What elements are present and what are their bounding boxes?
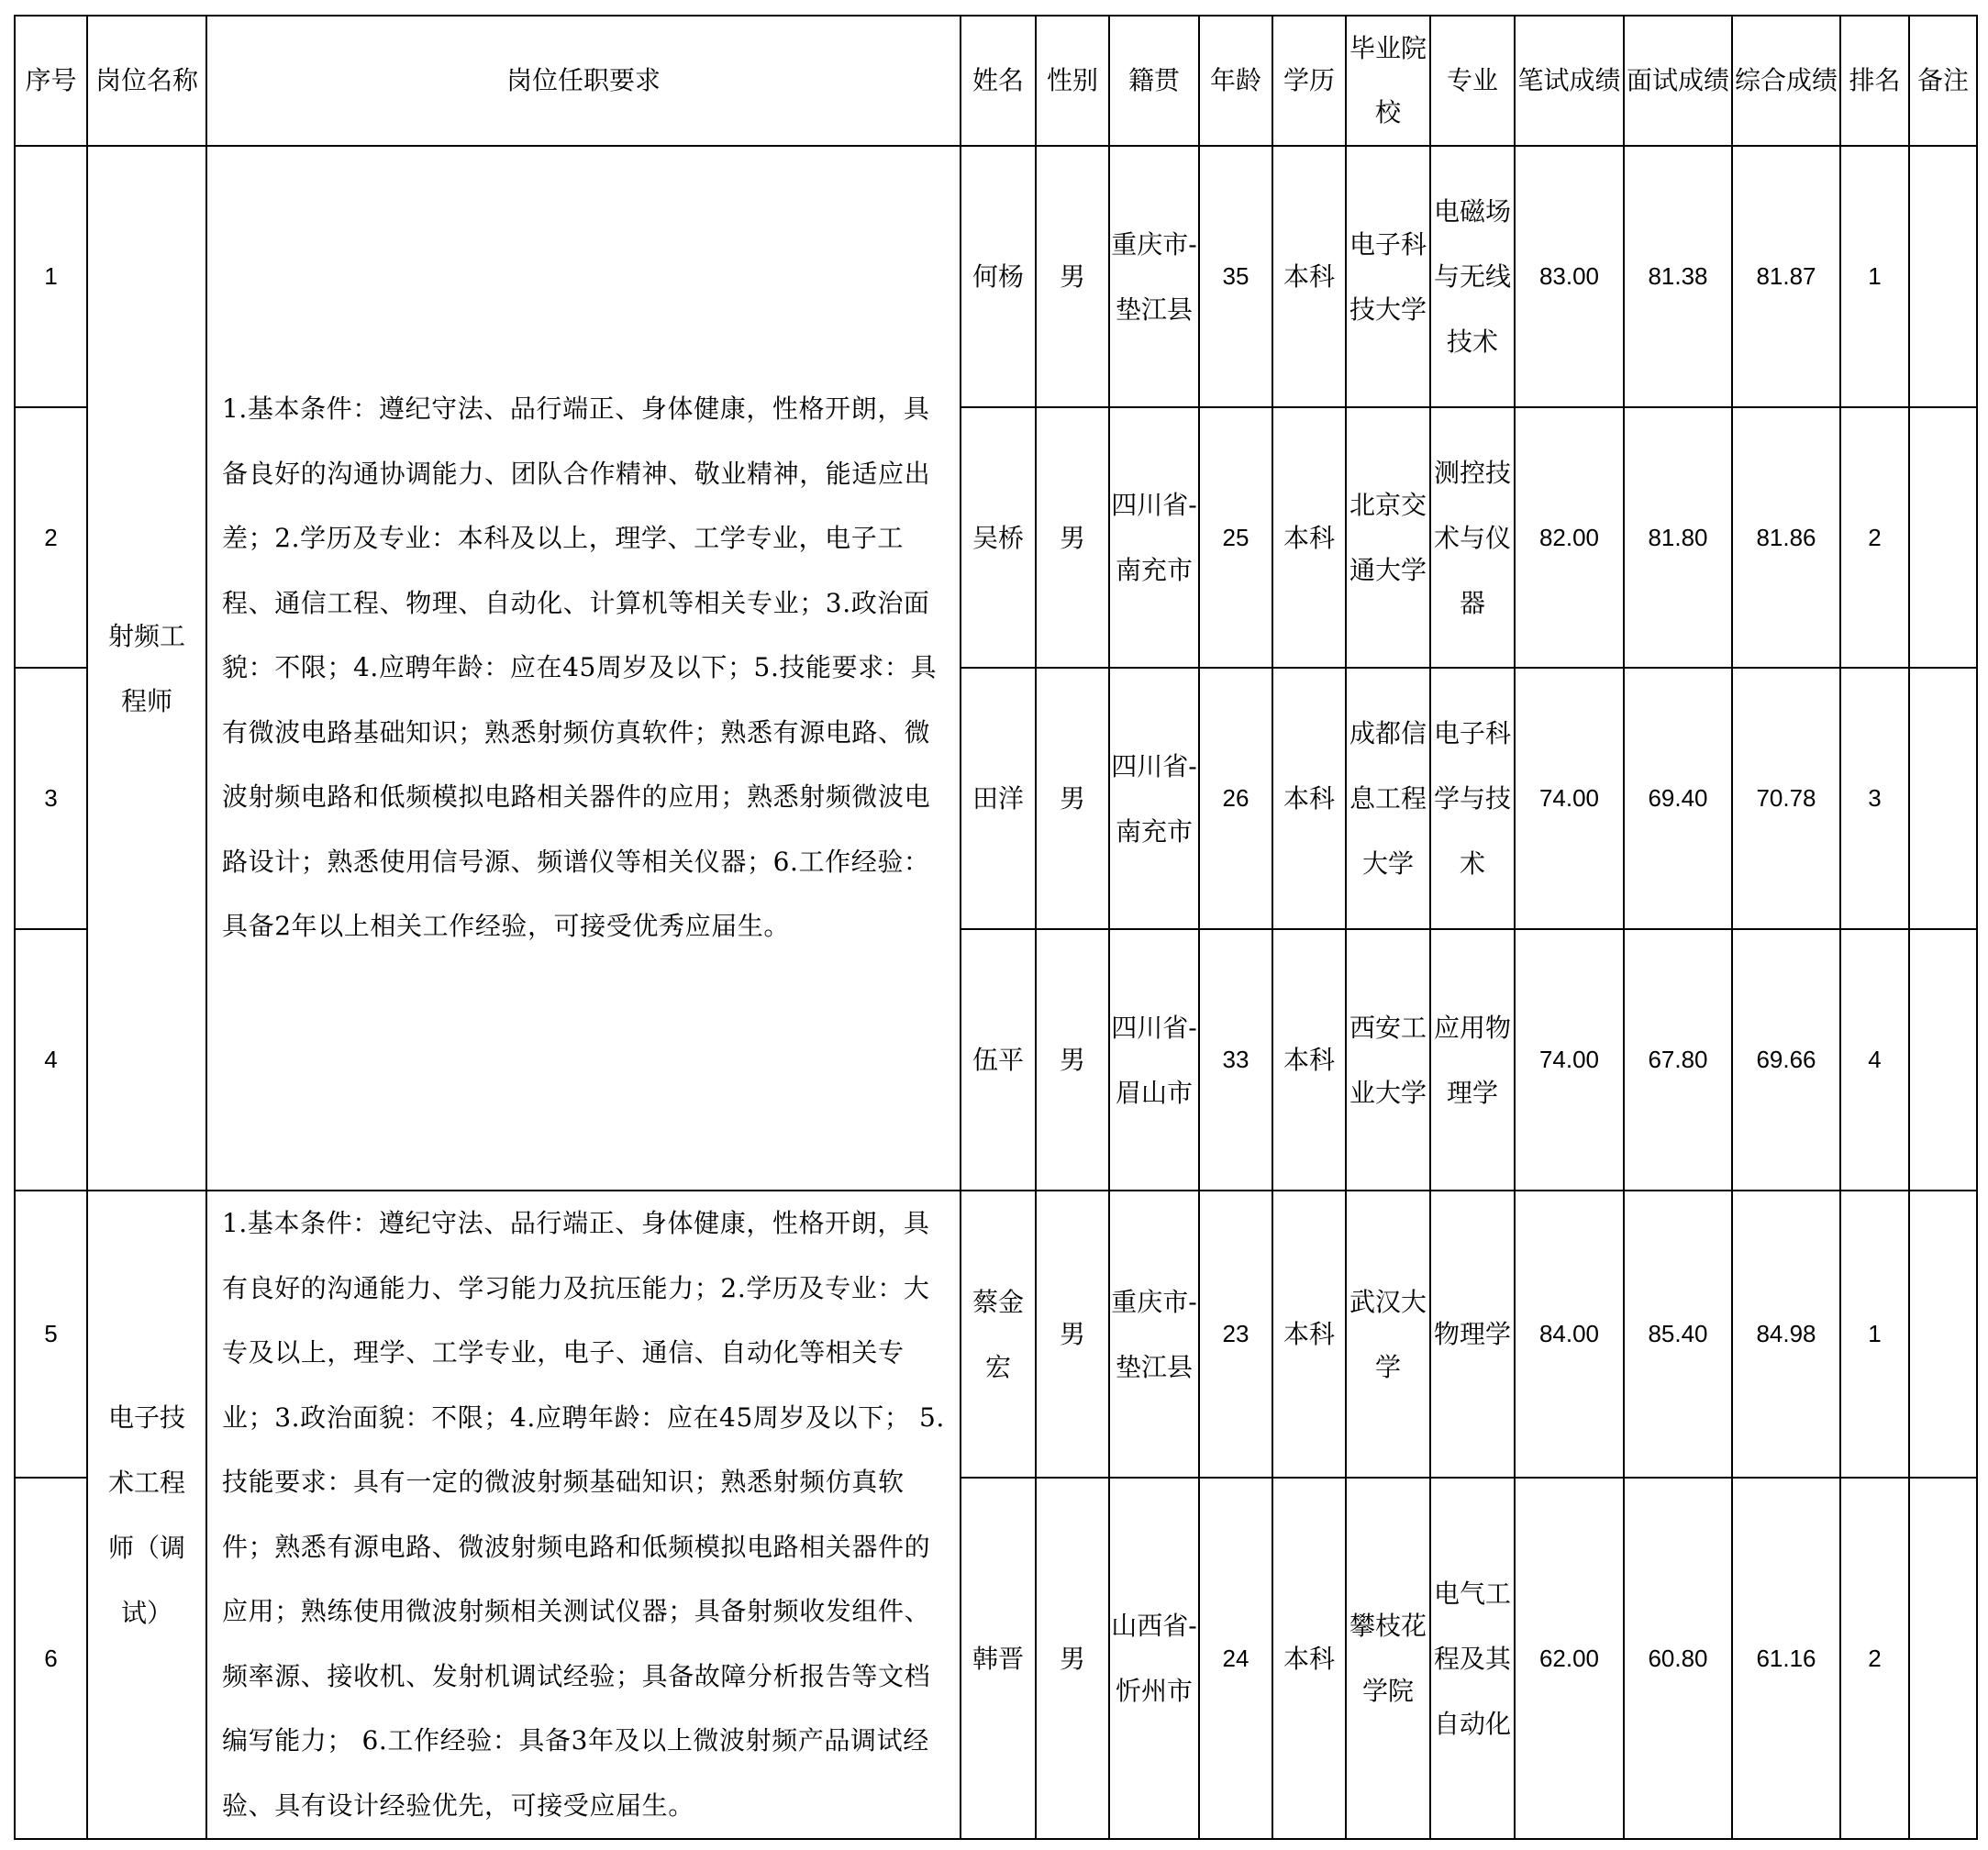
cell-age: 33 (1199, 929, 1272, 1191)
cell-written: 83.00 (1515, 146, 1624, 407)
cell-total: 84.98 (1732, 1191, 1840, 1478)
cell-school: 电子科技大学 (1346, 146, 1430, 407)
cell-major: 电磁场与无线技术 (1430, 146, 1515, 407)
cell-gender: 男 (1036, 146, 1109, 407)
cell-name: 何杨 (961, 146, 1036, 407)
cell-gender: 男 (1036, 407, 1109, 668)
cell-interview: 85.40 (1624, 1191, 1732, 1478)
cell-school: 成都信息工程大学 (1346, 668, 1430, 929)
cell-school: 攀枝花学院 (1346, 1478, 1430, 1839)
cell-age: 35 (1199, 146, 1272, 407)
cell-origin: 山西省-忻州市 (1109, 1478, 1199, 1839)
header-written: 笔试成绩 (1515, 16, 1624, 146)
cell-written: 74.00 (1515, 929, 1624, 1191)
cell-name: 伍平 (961, 929, 1036, 1191)
cell-origin: 四川省-眉山市 (1109, 929, 1199, 1191)
cell-seq: 3 (15, 668, 87, 929)
header-interview: 面试成绩 (1624, 16, 1732, 146)
cell-total: 69.66 (1732, 929, 1840, 1191)
results-table (14, 15, 1978, 1840)
header-name: 姓名 (961, 16, 1036, 146)
cell-name: 吴桥 (961, 407, 1036, 668)
cell-written: 74.00 (1515, 668, 1624, 929)
cell-remark (1909, 1191, 1977, 1478)
cell-rank: 3 (1840, 668, 1909, 929)
cell-remark (1909, 146, 1977, 407)
cell-name: 蔡金宏 (961, 1191, 1036, 1478)
cell-total: 81.87 (1732, 146, 1840, 407)
cell-seq: 5 (15, 1191, 87, 1478)
cell-rank: 1 (1840, 1191, 1909, 1478)
cell-rank: 2 (1840, 407, 1909, 668)
cell-school: 武汉大学 (1346, 1191, 1430, 1478)
cell-requirements-electronics-engineer: 1.基本条件：遵纪守法、品行端正、身体健康，性格开朗，具有良好的沟通能力、学习能力及抗压能力；2.学历及专业：大专及以上，理学、工学专业，电子、通信、自动化等相关专业；3.政治面貌：不限；4.应聘年龄：应在45周岁及以下； 5.技能要求：具有一定的微波射频基础知识；熟悉射频仿真软件；熟悉有源电路、微波射频电路和低频模拟电路相关器件的应用；熟练使用微波射频相关测试仪器；具备射频收发组件、频率源、接收机、发射机调试经验；具备故障分析报告等文档编写能力； 6.工作经验：具备3年及以上微波射频产品调试经验、具有设计经验优先，可接受应届生。 (206, 1191, 961, 1839)
cell-major: 应用物理学 (1430, 929, 1515, 1191)
cell-age: 26 (1199, 668, 1272, 929)
cell-age: 24 (1199, 1478, 1272, 1839)
header-age: 年龄 (1199, 16, 1272, 146)
header-gender: 性别 (1036, 16, 1109, 146)
header-row (15, 16, 1977, 146)
header-major: 专业 (1430, 16, 1515, 146)
cell-rank: 2 (1840, 1478, 1909, 1839)
cell-remark (1909, 668, 1977, 929)
cell-major: 电子科学与技术 (1430, 668, 1515, 929)
header-rank: 排名 (1840, 16, 1909, 146)
cell-school: 北京交通大学 (1346, 407, 1430, 668)
cell-written: 84.00 (1515, 1191, 1624, 1478)
cell-position-rf-engineer: 射频工程师 (87, 146, 206, 1191)
cell-interview: 60.80 (1624, 1478, 1732, 1839)
cell-name: 韩晋 (961, 1478, 1036, 1839)
cell-total: 81.86 (1732, 407, 1840, 668)
cell-education: 本科 (1272, 1478, 1346, 1839)
cell-interview: 81.80 (1624, 407, 1732, 668)
cell-rank: 1 (1840, 146, 1909, 407)
header-total: 综合成绩 (1732, 16, 1840, 146)
cell-total: 70.78 (1732, 668, 1840, 929)
results-table-sheet (14, 15, 1978, 1840)
cell-education: 本科 (1272, 668, 1346, 929)
header-education: 学历 (1272, 16, 1346, 146)
cell-education: 本科 (1272, 1191, 1346, 1478)
cell-age: 25 (1199, 407, 1272, 668)
cell-age: 23 (1199, 1191, 1272, 1478)
cell-seq: 2 (15, 407, 87, 668)
cell-gender: 男 (1036, 1478, 1109, 1839)
cell-school: 西安工业大学 (1346, 929, 1430, 1191)
cell-remark (1909, 407, 1977, 668)
cell-seq: 6 (15, 1478, 87, 1839)
header-remark: 备注 (1909, 16, 1977, 146)
header-origin: 籍贯 (1109, 16, 1199, 146)
cell-major: 测控技术与仪器 (1430, 407, 1515, 668)
header-requirements: 岗位任职要求 (206, 16, 961, 146)
cell-interview: 69.40 (1624, 668, 1732, 929)
cell-major: 电气工程及其自动化 (1430, 1478, 1515, 1839)
header-seq: 序号 (15, 16, 87, 146)
cell-interview: 67.80 (1624, 929, 1732, 1191)
table-row (15, 146, 1977, 407)
cell-origin: 四川省-南充市 (1109, 407, 1199, 668)
cell-major: 物理学 (1430, 1191, 1515, 1478)
table-row (15, 1191, 1977, 1478)
cell-education: 本科 (1272, 146, 1346, 407)
cell-education: 本科 (1272, 929, 1346, 1191)
cell-origin: 四川省-南充市 (1109, 668, 1199, 929)
cell-written: 62.00 (1515, 1478, 1624, 1839)
cell-interview: 81.38 (1624, 146, 1732, 407)
cell-name: 田洋 (961, 668, 1036, 929)
cell-rank: 4 (1840, 929, 1909, 1191)
cell-remark (1909, 929, 1977, 1191)
cell-gender: 男 (1036, 668, 1109, 929)
cell-seq: 4 (15, 929, 87, 1191)
cell-education: 本科 (1272, 407, 1346, 668)
cell-requirements-rf-engineer: 1.基本条件：遵纪守法、品行端正、身体健康，性格开朗，具备良好的沟通协调能力、团队合作精神、敬业精神，能适应出差；2.学历及专业：本科及以上，理学、工学专业，电子工程、通信工程、物理、自动化、计算机等相关专业；3.政治面貌：不限；4.应聘年龄：应在45周岁及以下；5.技能要求：具有微波电路基础知识；熟悉射频仿真软件；熟悉有源电路、微波射频电路和低频模拟电路相关器件的应用；熟悉射频微波电路设计；熟悉使用信号源、频谱仪等相关仪器；6.工作经验：具备2年以上相关工作经验，可接受优秀应届生。 (206, 146, 961, 1191)
header-school: 毕业院校 (1346, 16, 1430, 146)
cell-seq: 1 (15, 146, 87, 407)
cell-written: 82.00 (1515, 407, 1624, 668)
cell-total: 61.16 (1732, 1478, 1840, 1839)
cell-origin: 重庆市-垫江县 (1109, 1191, 1199, 1478)
cell-position-electronics-engineer: 电子技术工程师（调试） (87, 1191, 206, 1839)
header-position: 岗位名称 (87, 16, 206, 146)
cell-origin: 重庆市-垫江县 (1109, 146, 1199, 407)
cell-gender: 男 (1036, 929, 1109, 1191)
cell-remark (1909, 1478, 1977, 1839)
cell-gender: 男 (1036, 1191, 1109, 1478)
